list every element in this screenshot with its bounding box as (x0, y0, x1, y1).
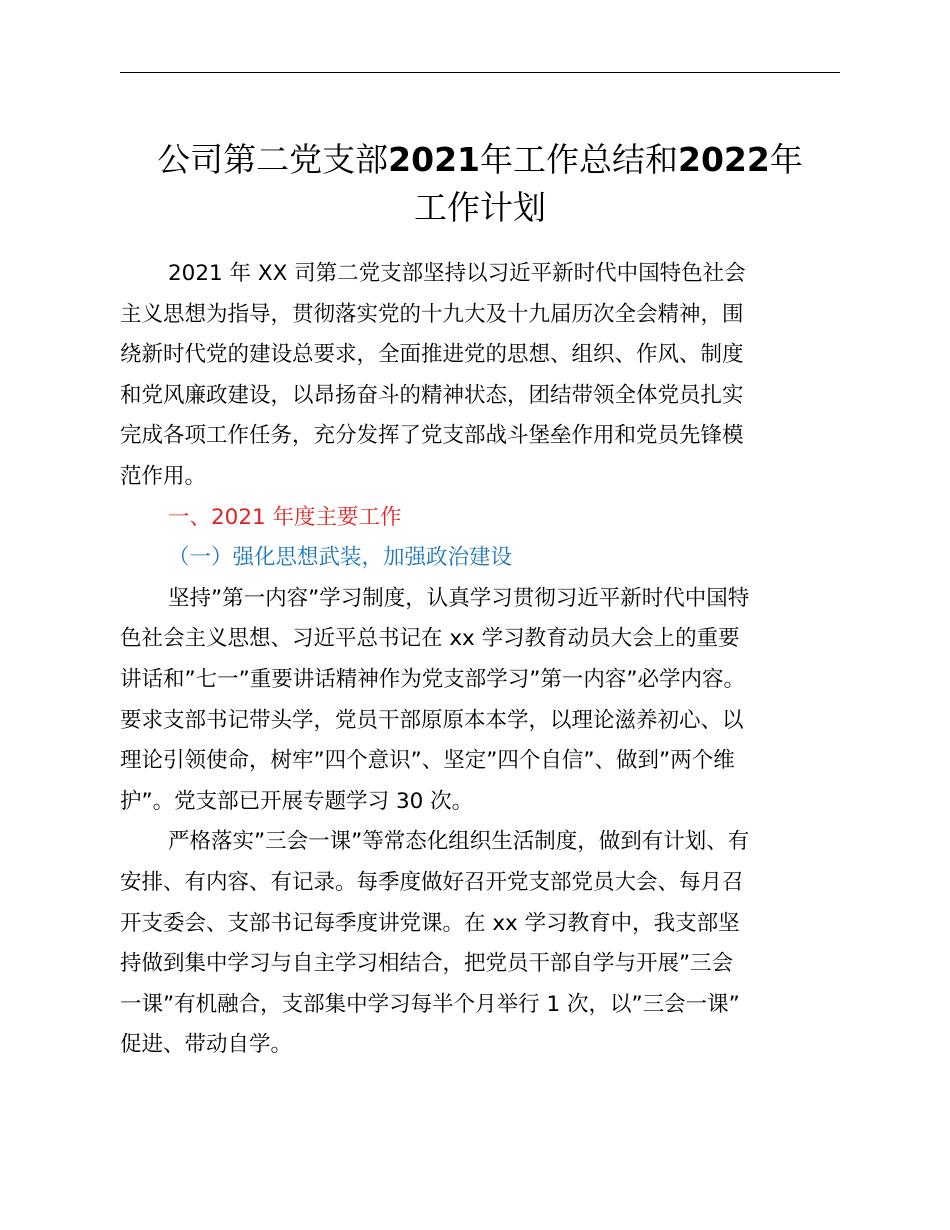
intro-line-1: 2021 年 XX 司第二党支部坚持以习近平新时代中国特色社会 (168, 261, 746, 286)
intro-line-5: 完成各项工作任务，充分发挥了党支部战斗堡垒作用和党员先锋模 (120, 423, 744, 449)
para2-line-1: 严格落实”三会一课”等常态化组织生活制度，做到有计划、有 (168, 829, 750, 855)
para2-line-5: 一课”有机融合，支部集中学习每半个月举行 1 次，以”三会一课” (120, 991, 740, 1017)
document-title (110, 136, 850, 232)
title-year-2022: 2022 (678, 140, 770, 179)
title-line-1 (110, 136, 850, 184)
title-org: 公司第二党支部 (157, 140, 389, 179)
para2-line-4: 持做到集中学习与自主学习相结合，把党员干部自学与开展”三会 (120, 951, 734, 977)
document-body (120, 254, 842, 1066)
title-summary: 年工作总结和 (480, 140, 678, 179)
para2-line-3: 开支委会、支部书记每季度讲党课。在 xx 学习教育中，我支部坚 (120, 910, 740, 936)
para1-line-6: 护”。党支部已开展专题学习 30 次。 (120, 788, 474, 814)
title-year-2021: 2021 (388, 140, 480, 179)
para2-line-2: 安排、有内容、有记录。每季度做好召开党支部党员大会、每月召 (120, 869, 744, 895)
para1-line-4: 要求支部书记带头学，党员干部原原本本学，以理论滋养初心、以 (120, 707, 744, 733)
paragraph-organization-life (120, 822, 842, 1066)
para1-line-2: 色社会主义思想、习近平总书记在 xx 学习教育动员大会上的重要 (120, 626, 740, 652)
title-year-suffix: 年 (769, 140, 803, 179)
intro-line-3: 绕新时代党的建设总要求，全面推进党的思想、组织、作风、制度 (120, 342, 744, 368)
header-rule (120, 72, 840, 73)
intro-line-6: 范作用。 (120, 463, 207, 489)
para2-line-6: 促进、带动自学。 (120, 1032, 293, 1058)
section-heading-1: 一、2021 年度主要工作 (168, 504, 402, 530)
para1-line-3: 讲话和”七一”重要讲话精神作为党支部学习”第一内容”必学内容。 (120, 666, 746, 692)
intro-paragraph (120, 254, 842, 498)
title-line-2: 工作计划 (414, 188, 546, 227)
intro-line-2: 主义思想为指导，贯彻落实党的十九大及十九届历次全会精神，围 (120, 301, 744, 327)
intro-line-4: 和党风廉政建设，以昂扬奋斗的精神状态，团结带领全体党员扎实 (120, 382, 744, 408)
subsection-heading-1: （一）强化思想武装，加强政治建设 (168, 545, 513, 571)
para1-line-5: 理论引领使命，树牢”四个意识”、坚定”四个自信”、做到”两个维 (120, 748, 735, 774)
paragraph-study-system (120, 579, 842, 823)
para1-line-1: 坚持”第一内容”学习制度，认真学习贯彻习近平新时代中国特 (168, 585, 750, 611)
